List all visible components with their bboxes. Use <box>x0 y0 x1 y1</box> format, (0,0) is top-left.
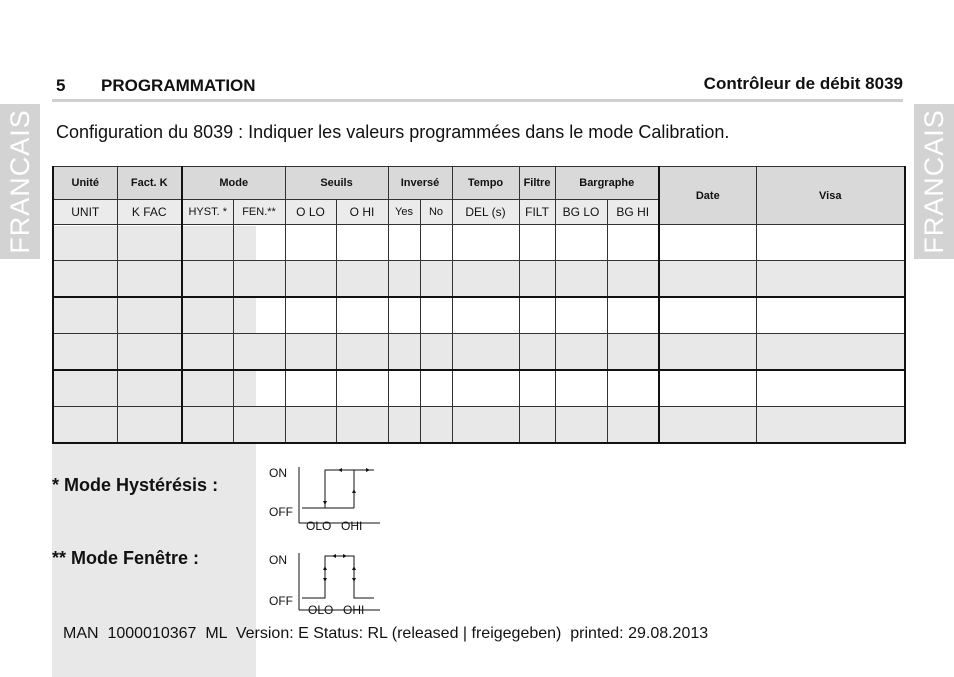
arrow-left-icon <box>338 468 342 472</box>
table-cell <box>555 297 607 334</box>
column-header-visa: Visa <box>756 167 905 225</box>
table-cell <box>233 225 285 261</box>
table-cell <box>756 261 905 298</box>
section-number: 5 <box>56 76 66 95</box>
table-cell <box>519 225 555 261</box>
window-ohi-label: OHI <box>343 603 365 617</box>
arrow-left-icon <box>332 554 336 558</box>
table-cell <box>452 407 519 444</box>
sub-header-o-hi: O HI <box>336 200 388 225</box>
table-cell <box>452 297 519 334</box>
table-cell <box>420 334 452 371</box>
arrow-up-icon <box>323 566 327 570</box>
table-cell <box>519 407 555 444</box>
table-cell <box>53 407 117 444</box>
table-cell <box>452 370 519 407</box>
table-cell <box>519 297 555 334</box>
intro-text: Configuration du 8039 : Indiquer les valeurs programmées dans le mode Calibration. <box>56 122 730 142</box>
table-cell <box>336 370 388 407</box>
group-header-mode: Mode <box>182 167 285 200</box>
table-cell <box>285 261 336 298</box>
table-cell <box>53 370 117 407</box>
table-cell <box>233 297 285 334</box>
table-cell <box>519 261 555 298</box>
table-cell <box>182 297 233 334</box>
table-cell <box>182 407 233 444</box>
arrow-down-icon <box>323 501 327 505</box>
table-cell <box>336 407 388 444</box>
header-rule <box>52 99 903 102</box>
arrow-right-icon <box>343 554 347 558</box>
group-header-fact-k: Fact. K <box>117 167 182 200</box>
table-cell <box>388 297 420 334</box>
sub-header-unit: UNIT <box>53 200 117 225</box>
table-row <box>53 261 905 298</box>
table-cell <box>233 407 285 444</box>
table-cell <box>420 370 452 407</box>
window-mode-label: ** Mode Fenêtre : <box>52 548 200 568</box>
window-olo-label: OLO <box>308 603 334 617</box>
table-cell <box>519 334 555 371</box>
table-cell <box>555 370 607 407</box>
language-tab-left <box>0 104 40 259</box>
arrow-up-icon <box>352 566 356 570</box>
table-cell <box>607 261 659 298</box>
group-header-bargraphe: Bargraphe <box>555 167 659 200</box>
group-header-filtre: Filtre <box>519 167 555 200</box>
table-row <box>53 297 905 334</box>
table-cell <box>420 407 452 444</box>
table-cell <box>53 297 117 334</box>
sub-header-no: No <box>420 200 452 225</box>
language-tab-right-label: FRANCAIS <box>918 109 949 254</box>
table-cell <box>117 225 182 261</box>
table-cell <box>452 261 519 298</box>
hysteresis-diagram <box>266 463 386 535</box>
table-cell <box>555 225 607 261</box>
table-cell <box>182 261 233 298</box>
group-header-inverse: Inversé <box>388 167 452 200</box>
table-cell <box>659 370 756 407</box>
table-cell <box>53 334 117 371</box>
sub-header-del: DEL (s) <box>452 200 519 225</box>
table-cell <box>336 334 388 371</box>
table-cell <box>659 261 756 298</box>
table-cell <box>233 334 285 371</box>
sub-header-hyst: HYST. * <box>182 200 233 225</box>
group-header-seuils: Seuils <box>285 167 388 200</box>
table-cell <box>756 370 905 407</box>
sub-header-filt: FILT <box>519 200 555 225</box>
sub-header-k-fac: K FAC <box>117 200 182 225</box>
hysteresis-on-label: ON <box>269 466 287 480</box>
window-curve <box>302 556 374 598</box>
hysteresis-mode-label: * Mode Hystérésis : <box>52 475 219 495</box>
table-cell <box>53 261 117 298</box>
sub-header-bg-hi: BG HI <box>607 200 659 225</box>
table-cell <box>519 370 555 407</box>
column-header-date: Date <box>659 167 756 225</box>
sub-header-yes: Yes <box>388 200 420 225</box>
table-cell <box>182 225 233 261</box>
table-cell <box>182 334 233 371</box>
table-cell <box>659 334 756 371</box>
table-cell <box>336 225 388 261</box>
table-cell <box>285 225 336 261</box>
arrow-down-icon <box>323 578 327 582</box>
language-tab-left-label: FRANCAIS <box>4 109 35 254</box>
language-tab-right <box>914 104 954 259</box>
table-cell <box>336 261 388 298</box>
sub-header-bg-lo: BG LO <box>555 200 607 225</box>
window-diagram <box>266 548 386 620</box>
table-cell <box>285 407 336 444</box>
section-title: PROGRAMMATION <box>101 76 256 95</box>
table-cell <box>607 297 659 334</box>
table-cell <box>285 297 336 334</box>
arrow-up-icon <box>352 489 356 493</box>
hysteresis-off-label: OFF <box>269 505 293 519</box>
hysteresis-curve-rising <box>302 470 374 508</box>
table-cell <box>388 261 420 298</box>
table-cell <box>607 334 659 371</box>
table-cell <box>756 407 905 444</box>
table-group-header-row <box>53 167 905 200</box>
table-cell <box>756 334 905 371</box>
table-row <box>53 225 905 261</box>
table-cell <box>420 297 452 334</box>
table-cell <box>117 261 182 298</box>
table-row <box>53 370 905 407</box>
table-cell <box>555 407 607 444</box>
table-cell <box>388 225 420 261</box>
table-cell <box>182 370 233 407</box>
table-cell <box>233 370 285 407</box>
group-header-tempo: Tempo <box>452 167 519 200</box>
arrow-down-icon <box>352 578 356 582</box>
table-cell <box>117 407 182 444</box>
table-cell <box>336 297 388 334</box>
table-cell <box>285 334 336 371</box>
table-cell <box>388 334 420 371</box>
window-off-label: OFF <box>269 594 293 608</box>
table-cell <box>555 334 607 371</box>
table-cell <box>607 225 659 261</box>
table-cell <box>233 261 285 298</box>
table-body <box>53 225 905 444</box>
table-row <box>53 407 905 444</box>
table-cell <box>607 407 659 444</box>
table-cell <box>452 334 519 371</box>
hysteresis-olo-label: OLO <box>306 519 332 533</box>
table-cell <box>452 225 519 261</box>
table-cell <box>117 297 182 334</box>
arrow-right-icon <box>366 468 370 472</box>
table-cell <box>659 297 756 334</box>
table-cell <box>285 370 336 407</box>
table-cell <box>756 297 905 334</box>
table-cell <box>388 407 420 444</box>
programming-table <box>52 166 906 444</box>
table-cell <box>117 334 182 371</box>
table-cell <box>53 225 117 261</box>
group-header-unite: Unité <box>53 167 117 200</box>
table-cell <box>555 261 607 298</box>
window-on-label: ON <box>269 553 287 567</box>
page-header <box>56 74 903 96</box>
table-cell <box>388 370 420 407</box>
table-cell <box>420 225 452 261</box>
table-cell <box>756 225 905 261</box>
sub-header-o-lo: O LO <box>285 200 336 225</box>
table-cell <box>420 261 452 298</box>
sub-header-fen: FEN.** <box>233 200 285 225</box>
table-cell <box>607 370 659 407</box>
table-cell <box>117 370 182 407</box>
document-title: Contrôleur de débit 8039 <box>703 74 903 93</box>
table-cell <box>659 225 756 261</box>
table-row <box>53 334 905 371</box>
document-footer: MAN 1000010367 ML Version: E Status: RL (released | freigegeben) printed: 29.08.2013 <box>63 625 709 642</box>
hysteresis-ohi-label: OHI <box>341 519 363 533</box>
table-cell <box>659 407 756 444</box>
